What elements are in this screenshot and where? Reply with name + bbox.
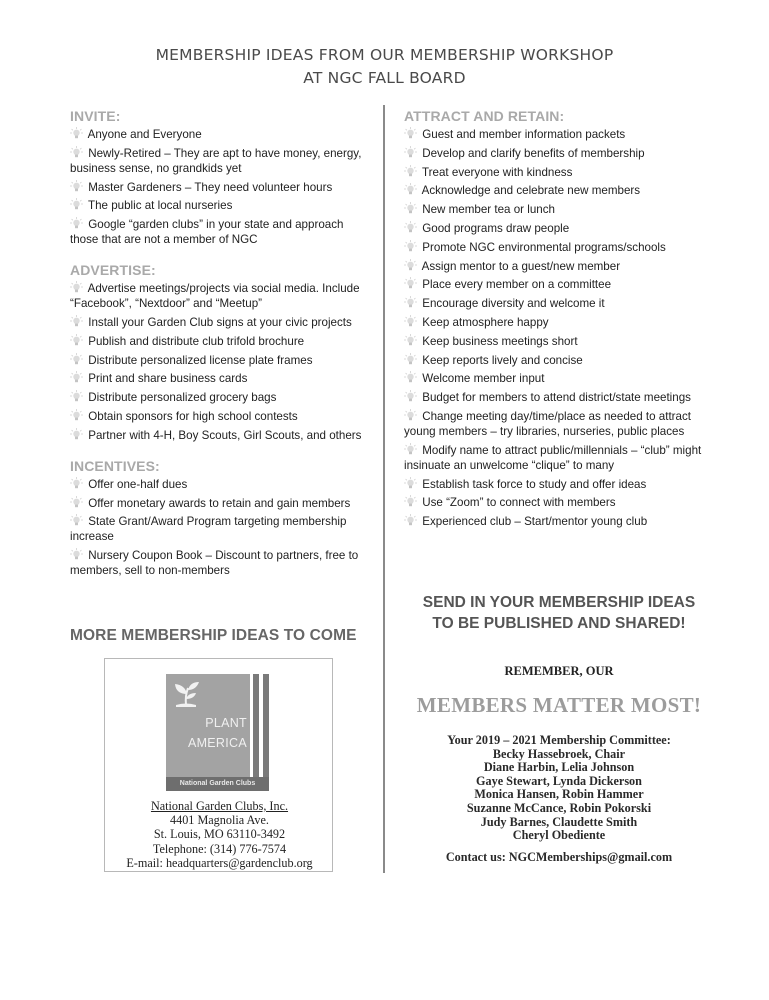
lightbulb-icon <box>404 443 417 455</box>
list-item-text: Keep business meetings short <box>422 334 578 348</box>
list-item-text: Newly-Retired – They are apt to have money, energy, business sense, no grandkids yet <box>70 146 362 175</box>
lightbulb-icon <box>70 353 83 365</box>
list-item-text: Establish task force to study and offer ideas <box>422 477 647 491</box>
idea-list <box>70 477 370 578</box>
idea-list <box>70 127 370 247</box>
list-item <box>404 514 714 529</box>
right-column <box>404 108 714 544</box>
section-incentives <box>70 458 370 578</box>
list-item-text: Welcome member input <box>422 372 545 386</box>
list-item-text: Modify name to attract public/millennials – “club” might insinuate an unwelcome “clique” to many <box>404 443 702 472</box>
section-heading: INVITE: <box>70 108 121 124</box>
lightbulb-icon <box>404 221 417 233</box>
list-item-text: Place every member on a committee <box>422 278 612 292</box>
list-item <box>404 334 714 349</box>
lightbulb-icon <box>404 514 417 526</box>
lightbulb-icon <box>404 409 417 421</box>
lightbulb-icon <box>404 296 417 308</box>
list-item <box>404 221 714 236</box>
list-item <box>404 371 714 386</box>
list-item-text: Anyone and Everyone <box>87 128 202 141</box>
street-address: 4401 Magnolia Ave. <box>170 813 269 828</box>
idea-list <box>70 281 370 443</box>
send-ideas-callout <box>404 592 714 634</box>
list-item <box>404 390 714 405</box>
members-matter-most: MEMBERS MATTER MOST! <box>416 693 702 717</box>
logo-stripe <box>263 674 269 777</box>
lightbulb-icon <box>70 281 83 293</box>
list-item-text: Publish and distribute club trifold brochure <box>88 334 305 348</box>
committee-member: Gaye Stewart, Lynda Dickerson <box>476 773 642 788</box>
send-ideas-line-1: SEND IN YOUR MEMBERSHIP IDEAS <box>422 594 696 611</box>
list-item <box>70 217 370 247</box>
logo-panel <box>166 674 250 777</box>
list-item <box>70 428 370 443</box>
membership-committee <box>404 734 714 843</box>
logo-text-america: AMERICA <box>187 736 247 750</box>
lightbulb-icon <box>404 277 417 289</box>
list-item <box>70 127 370 142</box>
lightbulb-icon <box>404 146 417 158</box>
list-item-text: Assign mentor to a guest/new member <box>421 259 621 273</box>
list-item <box>404 146 714 161</box>
lightbulb-icon <box>70 180 83 192</box>
list-item <box>70 496 370 511</box>
lightbulb-icon <box>404 371 417 383</box>
list-item <box>404 443 714 473</box>
section-heading: ATTRACT AND RETAIN: <box>404 108 565 124</box>
sprout-icon <box>172 680 202 715</box>
list-item <box>404 127 714 142</box>
section-attract-retain <box>404 108 714 529</box>
list-item <box>70 281 370 311</box>
list-item-text: Partner with 4-H, Boy Scouts, Girl Scouts, and others <box>88 428 362 442</box>
list-item-text: Acknowledge and celebrate new members <box>421 184 641 198</box>
list-item <box>70 146 370 176</box>
list-item <box>70 477 370 492</box>
list-item-text: Print and share business cards <box>88 372 248 386</box>
list-item-text: Use “Zoom” to connect with members <box>422 496 616 510</box>
list-item-text: Master Gardeners – They need volunteer hours <box>88 180 333 194</box>
list-item <box>404 183 714 198</box>
logo-text-plant: PLANT <box>205 716 247 730</box>
list-item <box>404 277 714 292</box>
list-item-text: Offer monetary awards to retain and gain members <box>88 496 351 510</box>
list-item-text: Google “garden clubs” in your state and approach those that are not a member of NGC <box>70 218 344 247</box>
contact-email[interactable]: Contact us: NGCMemberships@gmail.com <box>445 850 673 864</box>
committee-members <box>404 748 714 843</box>
list-item-text: Encourage diversity and welcome it <box>422 297 605 311</box>
list-item-text: Advertise meetings/projects via social media. Include “Facebook”, “Nextdoor” and “Meetup” <box>70 282 360 311</box>
remember-text: REMEMBER, OUR <box>504 664 614 678</box>
org-name-link[interactable]: National Garden Clubs, Inc. <box>150 799 289 813</box>
list-item <box>70 548 370 578</box>
list-item-text: Budget for members to attend district/state meetings <box>422 391 691 405</box>
committee-member: Diane Harbin, Lelia Johnson <box>483 760 635 775</box>
more-ideas-heading: MORE MEMBERSHIP IDEAS TO COME <box>70 627 357 644</box>
list-item-text: Treat everyone with kindness <box>422 165 573 179</box>
lightbulb-icon <box>70 428 83 440</box>
lightbulb-icon <box>404 315 417 327</box>
list-item-text: Obtain sponsors for high school contests <box>88 409 298 423</box>
list-item <box>404 296 714 311</box>
list-item-text: Offer one-half dues <box>88 477 188 491</box>
list-item <box>70 180 370 195</box>
lightbulb-icon <box>70 548 83 560</box>
logo-footer: National Garden Clubs <box>166 777 269 791</box>
list-item <box>404 259 714 274</box>
list-item-text: Keep reports lively and concise <box>422 353 583 367</box>
send-ideas-line-2: TO BE PUBLISHED AND SHARED! <box>432 615 686 632</box>
lightbulb-icon <box>404 477 417 489</box>
list-item-text: Good programs draw people <box>422 221 570 235</box>
list-item <box>404 495 714 510</box>
list-item <box>404 240 714 255</box>
committee-member: Suzanne McCance, Robin Pokorski <box>466 800 652 815</box>
list-item-text: Distribute personalized license plate frames <box>88 353 313 367</box>
list-item-text: Develop and clarify benefits of membership <box>422 146 645 160</box>
list-item <box>404 202 714 217</box>
lightbulb-icon <box>70 146 83 158</box>
left-column <box>70 108 370 593</box>
ngc-info-box <box>104 658 333 872</box>
committee-heading: Your 2019 – 2021 Membership Committee: <box>447 733 671 747</box>
list-item <box>70 198 370 213</box>
section-invite <box>70 108 370 247</box>
list-item <box>70 371 370 386</box>
list-item <box>404 315 714 330</box>
list-item <box>70 409 370 424</box>
lightbulb-icon <box>404 240 417 252</box>
list-item-text: Install your Garden Club signs at your civic projects <box>88 315 352 329</box>
committee-member: Becky Hassebroek, Chair <box>492 746 626 761</box>
section-advertise <box>70 262 370 443</box>
list-item-text: Promote NGC environmental programs/schools <box>422 240 666 254</box>
lightbulb-icon <box>70 334 83 346</box>
lightbulb-icon <box>70 315 83 327</box>
lightbulb-icon <box>70 514 83 526</box>
list-item-text: Distribute personalized grocery bags <box>88 391 277 405</box>
lightbulb-icon <box>404 390 417 402</box>
list-item-text: Change meeting day/time/place as needed to attract young members – try libraries, nurseries, public places <box>404 409 691 438</box>
email: E-mail: headquarters@gardenclub.org <box>126 855 313 870</box>
list-item <box>404 477 714 492</box>
city-state-zip: St. Louis, MO 63110-3492 <box>153 827 286 842</box>
lightbulb-icon <box>70 127 83 139</box>
list-item <box>70 334 370 349</box>
lightbulb-icon <box>404 127 417 139</box>
lightbulb-icon <box>404 183 417 195</box>
list-item-text: New member tea or lunch <box>422 203 555 217</box>
plant-america-logo <box>166 674 269 791</box>
list-item-text: Experienced club – Start/mentor young club <box>422 515 648 529</box>
list-item <box>70 315 370 330</box>
lightbulb-icon <box>70 477 83 489</box>
list-item <box>70 353 370 368</box>
logo-stripe <box>253 674 259 777</box>
list-item-text: State Grant/Award Program targeting membership increase <box>70 515 347 544</box>
section-heading: INCENTIVES: <box>70 457 160 474</box>
lightbulb-icon <box>404 334 417 346</box>
page-title-line-2: AT NGC FALL BOARD <box>303 69 466 87</box>
committee-member: Monica Hansen, Robin Hammer <box>474 787 644 802</box>
section-heading: ADVERTISE: <box>70 262 156 279</box>
list-item <box>70 390 370 405</box>
lightbulb-icon <box>404 202 417 214</box>
column-divider <box>383 105 385 873</box>
lightbulb-icon <box>70 390 83 402</box>
list-item <box>404 165 714 180</box>
list-item <box>70 514 370 544</box>
telephone: Telephone: (314) 776-7574 <box>152 841 287 856</box>
list-item <box>404 353 714 368</box>
lightbulb-icon <box>70 496 83 508</box>
lightbulb-icon <box>404 259 417 271</box>
lightbulb-icon <box>404 165 417 177</box>
list-item-text: Guest and member information packets <box>422 128 626 141</box>
page-title <box>0 44 769 90</box>
committee-member: Judy Barnes, Claudette Smith <box>480 814 638 829</box>
committee-member: Cheryl Obediente <box>512 828 606 843</box>
list-item-text: Nursery Coupon Book – Discount to partners, free to members, sell to non-members <box>70 549 359 578</box>
lightbulb-icon <box>404 353 417 365</box>
lightbulb-icon <box>404 495 417 507</box>
lightbulb-icon <box>70 198 83 210</box>
idea-list <box>404 127 714 529</box>
ngc-address <box>105 799 334 870</box>
list-item-text: The public at local nurseries <box>88 199 233 213</box>
lightbulb-icon <box>70 409 83 421</box>
list-item-text: Keep atmosphere happy <box>422 315 549 329</box>
lightbulb-icon <box>70 371 83 383</box>
list-item <box>404 409 714 439</box>
page-title-line-1: MEMBERSHIP IDEAS FROM OUR MEMBERSHIP WORKSHOP <box>155 46 614 64</box>
lightbulb-icon <box>70 217 83 229</box>
